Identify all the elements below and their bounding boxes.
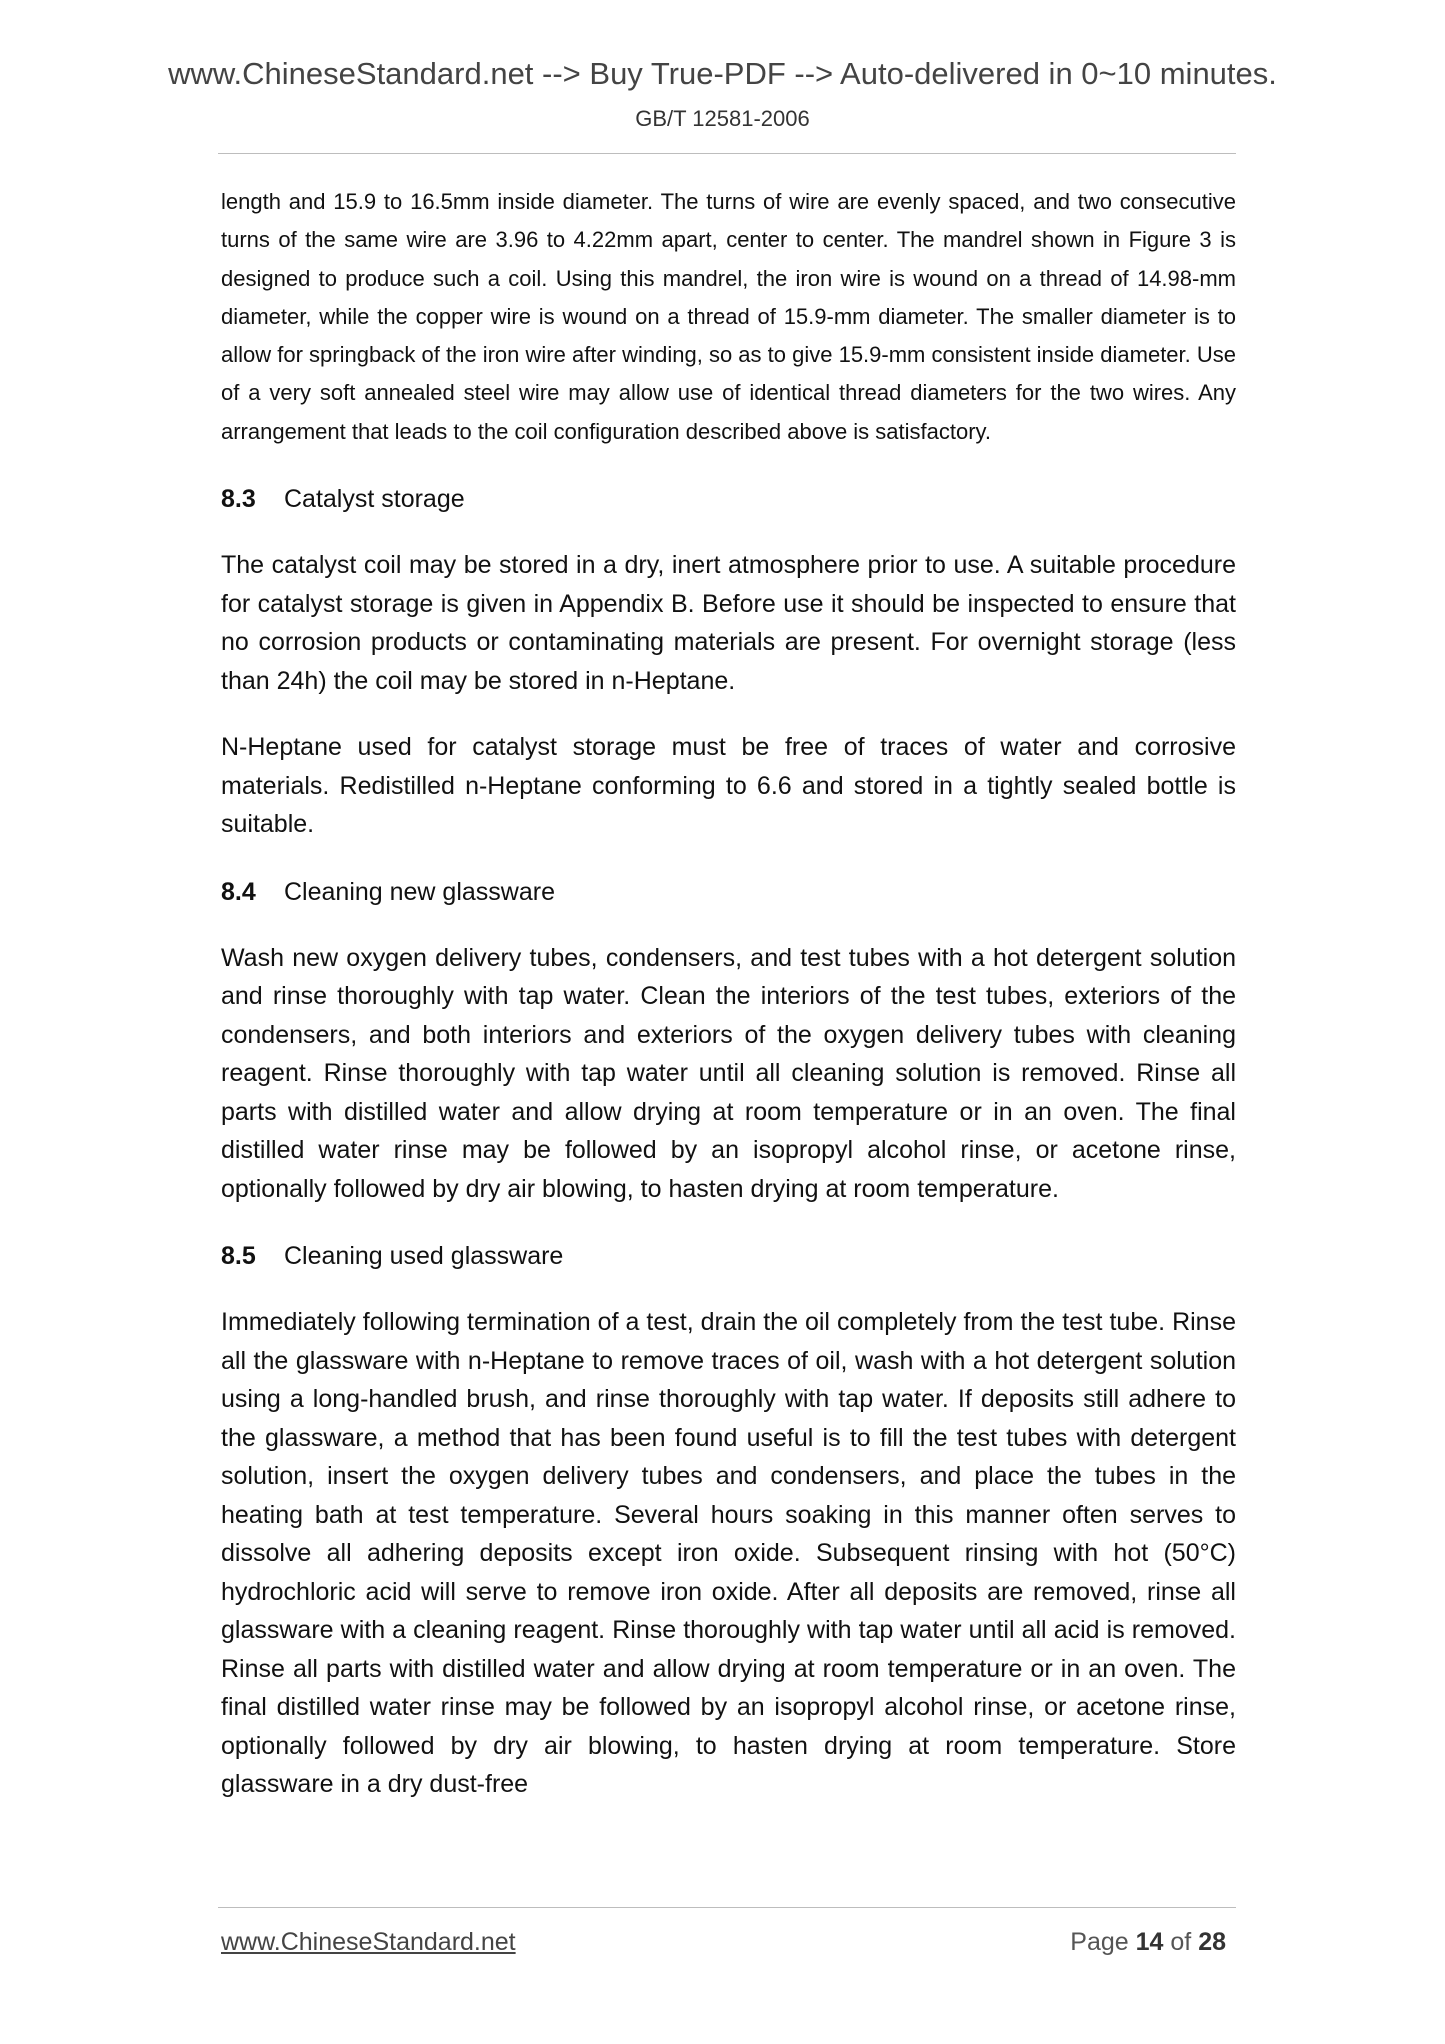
footer-site-link[interactable]: www.ChineseStandard.net — [221, 1928, 516, 1956]
section-number: 8.4 — [221, 877, 256, 906]
section-title: Cleaning used glassware — [284, 1242, 564, 1271]
footer-divider — [218, 1907, 1236, 1908]
section-title: Catalyst storage — [284, 485, 465, 514]
intro-paragraph: length and 15.9 to 16.5mm inside diameter. The turns of wire are evenly spaced, and two consecutive turns of the same wire are 3.96 to 4.22mm apart, center to center. The mandrel shown in Figure 3 is designed to produce such a coil. Using this mandrel, the iron wire is wound on a thread of 14.98-mm diameter, while the copper wire is wound on a thread of 15.9-mm diameter. The smaller diameter is to allow for springback of the iron wire after winding, so as to give 15.9-mm consistent inside diameter. Use of a very soft annealed steel wire may allow use of identical thread diameters for the two wires. Any arrangement that leads to the coil configuration described above is satisfactory. — [221, 189, 1236, 444]
section-8-5-paragraph-1: Immediately following termination of a test, drain the oil completely from the test tube. Rinse all the glassware with n-Heptane to remove traces of oil, wash with a hot detergent solution using a long-handled brush, and rinse thoroughly with tap water. If deposits still adhere to the glassware, a method that has been found useful is to fill the test tubes with detergent solution, insert the oxygen delivery tubes and condensers, and place the tubes in the heating bath at test temperature. Several hours soaking in this manner often serves to dissolve all adhering deposits except iron oxide. Subsequent rinsing with hot (50°C) hydrochloric acid will serve to remove iron oxide. After all deposits are removed, rinse all glassware with a cleaning reagent. Rinse thoroughly with tap water until all acid is removed. Rinse all parts with distilled water and allow drying at room temperature or in an oven. The final distilled water rinse may be followed by an isopropyl alcohol rinse, or acetone rinse, optionally followed by dry air blowing, to hasten drying at room temperature. Store glassware in a dry dust-free — [221, 1308, 1236, 1799]
section-heading-8-5 — [221, 1237, 1236, 1275]
total-pages-number: 28 — [1198, 1928, 1226, 1956]
section-title: Cleaning new glassware — [284, 877, 555, 906]
current-page-number: 14 — [1135, 1928, 1164, 1956]
page-indicator — [1070, 1928, 1226, 1957]
section-8-3-paragraph-2: N-Heptane used for catalyst storage must be free of traces of water and corrosive materials. Redistilled n-Heptane conforming to 6.6 and stored in a tightly sealed bottle is suitable. — [221, 733, 1236, 839]
page-content — [221, 183, 1236, 1804]
standard-code: GB/T 12581-2006 — [635, 106, 810, 131]
page-word: Page — [1070, 1928, 1129, 1956]
section-heading-8-3 — [221, 480, 1236, 518]
section-8-4-paragraph-1: Wash new oxygen delivery tubes, condensers, and test tubes with a hot detergent solution and rinse thoroughly with tap water. Clean the interiors of the test tubes, exteriors of the condensers, and both interiors and exteriors of the oxygen delivery tubes with cleaning reagent. Rinse thoroughly with tap water until all cleaning solution is removed. Rinse all parts with distilled water and allow drying at room temperature or in an oven. The final distilled water rinse may be followed by an isopropyl alcohol rinse, or acetone rinse, optionally followed by dry air blowing, to hasten drying at room temperature. — [221, 943, 1236, 1203]
top-banner: www.ChineseStandard.net --> Buy True-PDF --> Auto-delivered in 0~10 minutes. — [168, 56, 1277, 91]
header-divider — [218, 153, 1236, 154]
section-number: 8.3 — [221, 485, 256, 514]
section-8-3-paragraph-1: The catalyst coil may be stored in a dry, inert atmosphere prior to use. A suitable procedure for catalyst storage is given in Appendix B. Before use it should be inspected to ensure that no corrosion products or contaminating materials are present. For overnight storage (less than 24h) the coil may be stored in n-Heptane. — [221, 551, 1236, 695]
section-number: 8.5 — [221, 1242, 256, 1271]
of-word: of — [1170, 1928, 1192, 1956]
section-heading-8-4 — [221, 873, 1236, 911]
